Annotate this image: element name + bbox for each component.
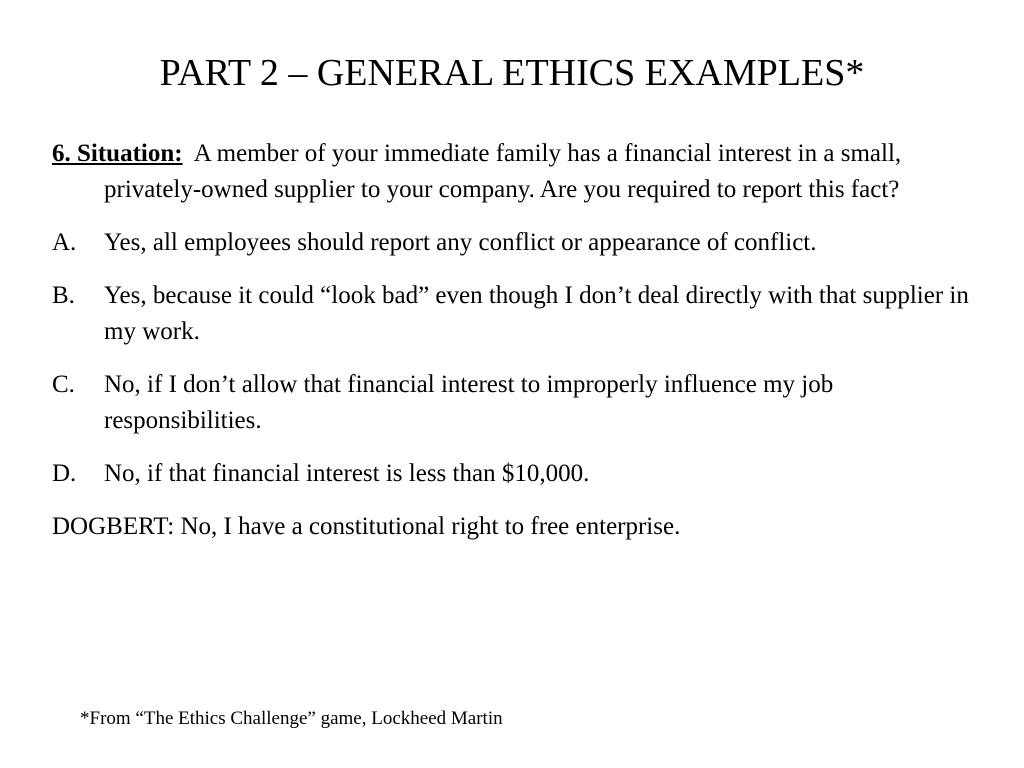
slide-body: [52, 136, 982, 562]
option-a-marker: A.: [52, 229, 77, 256]
option-c: [52, 367, 982, 439]
option-b-text: Yes, because it could “look bad” even though I don’t deal directly with that supplier in my work.: [104, 282, 969, 345]
option-d-marker: D.: [52, 460, 77, 487]
option-d-text: No, if that financial interest is less than $10,000.: [104, 460, 590, 487]
situation-text: A member of your immediate family has a financial interest in a small, privately-owned supplier to your company. Are you required to report this fact?: [104, 140, 902, 203]
option-a-text: Yes, all employees should report any conflict or appearance of conflict.: [104, 229, 817, 256]
situation-question: [52, 136, 982, 208]
dogbert-answer: DOGBERT: No, I have a constitutional right to free enterprise.: [52, 513, 681, 540]
situation-label: 6. Situation:: [52, 140, 183, 167]
option-d: [52, 456, 982, 492]
slide-title: PART 2 – GENERAL ETHICS EXAMPLES*: [159, 52, 865, 94]
option-a: [52, 225, 982, 261]
option-b: [52, 278, 982, 350]
option-b-marker: B.: [52, 282, 75, 309]
option-c-marker: C.: [52, 371, 75, 398]
option-c-text: No, if I don’t allow that financial interest to improperly influence my job responsibilities.: [104, 371, 834, 434]
footnote: *From “The Ethics Challenge” game, Lockheed Martin: [80, 708, 503, 729]
